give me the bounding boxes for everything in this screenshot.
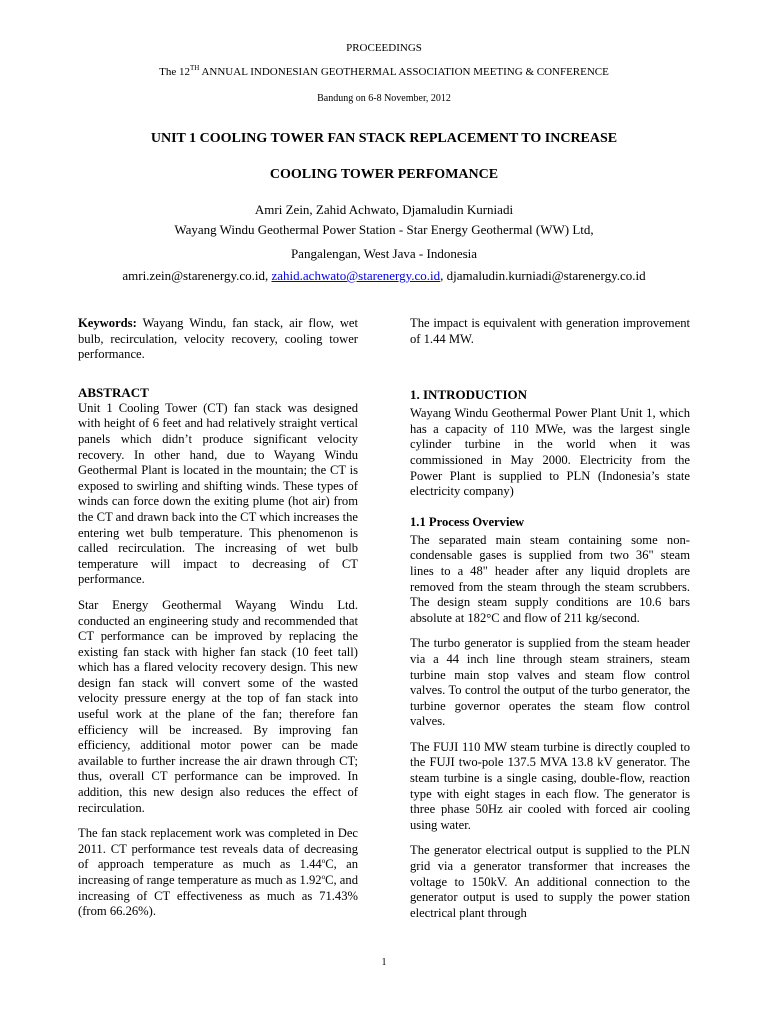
- left-column: [78, 316, 358, 930]
- conference-prefix: The 12: [159, 66, 190, 78]
- email-zahid-link[interactable]: zahid.achwato@starenergy.co.id: [271, 268, 441, 283]
- process-overview-heading: 1.1 Process Overview: [410, 514, 525, 529]
- keywords-text: Wayang Windu, fan stack, air flow, wet bulb, recirculation, velocity recovery, cooling tower performance.: [78, 316, 358, 362]
- keywords-paragraph: [78, 316, 358, 363]
- conference-superscript: TH: [189, 64, 200, 72]
- conference-rest: ANNUAL INDONESIAN GEOTHERMAL ASSOCIATION MEETING & CONFERENCE: [199, 66, 609, 78]
- conference-name: [0, 66, 768, 78]
- author-affiliation: Wayang Windu Geothermal Power Station - Star Energy Geothermal (WW) Ltd,: [174, 222, 594, 237]
- paper-title-line-2: COOLING TOWER PERFOMANCE: [269, 167, 499, 182]
- process-paragraph-4: The generator electrical output is supplied to the PLN grid via a generator transformer that increases the voltage to 150kV. An additional connection to the generator output is used to supply the power station electrical plant through: [410, 843, 690, 920]
- email-djamaludin: , djamaludin.kurniadi@starenergy.co.id: [440, 268, 646, 283]
- process-paragraph-1: The separated main steam containing some non-condensable gases is supplied from two 36" steam lines to a 48" header after any liquid droplets are removed from the steam through the steam scrubbers. The design steam supply conditions are 10.6 bars absolute at 182°C and flow of 211 kg/second.: [410, 532, 690, 625]
- email-amri: amri.zein@starenergy.co.id,: [122, 268, 272, 283]
- process-paragraph-2: The turbo generator is supplied from the steam header via a 44 inch line through steam strainers, steam turbine main stop valves and steam flow control valves. To control the output of the turbo generator, the turbine governor operates the steam flow control valves.: [410, 636, 690, 729]
- keywords-label: Keywords:: [78, 316, 137, 330]
- abstract-heading: ABSTRACT: [78, 384, 149, 400]
- page-number: 1: [381, 957, 387, 968]
- abstract-paragraph-3: The fan stack replacement work was completed in Dec 2011. CT performance test reveals data of decreasing of approach temperature as much as 1.44$^o$C, an increasing of range temperature as much as 1.92$^o$C, and increasing of CT effectiveness as much as 71.43% (from 66.26%).: [78, 826, 358, 919]
- introduction-paragraph-1: Wayang Windu Geothermal Power Plant Unit 1, which has a capacity of 110 MWe, was the largest single cylinder turbine in the world when it was commissioned in May 2000. Electricity from the Power Plant is supplied to PLN (Indonesia’s state electricity company): [410, 406, 690, 499]
- abstract-paragraph-1: Unit 1 Cooling Tower (CT) fan stack was designed with height of 6 feet and had relatively straight vertical panels which didn’t produce significant velocity recovery. In other hand, due to Wayang Windu Geothermal Plant is located in the mountain; the CT is exposed to swirling and shifting winds. These types of winds can force down the exiting plume (hot air) from the CT and drawn back into the CT which increases the entering wet bulb temperature. This phenomenon is called recirculation. The increasing of wet bulb temperature will impact to decreasing of CT performance.: [78, 400, 358, 587]
- author-names: Amri Zein, Zahid Achwato, Djamaludin Kurniadi: [254, 202, 514, 217]
- author-address: Pangalengan, West Java - Indonesia: [290, 246, 478, 261]
- right-column: [410, 316, 690, 921]
- location-date: Bandung on 6-8 November, 2012: [317, 93, 451, 104]
- proceedings-label: PROCEEDINGS: [346, 42, 422, 54]
- paper-title-line-1: UNIT 1 COOLING TOWER FAN STACK REPLACEMENT TO INCREASE: [150, 131, 618, 146]
- abstract-paragraph-4: The impact is equivalent with generation improvement of 1.44 MW.: [410, 316, 690, 346]
- abstract-paragraph-2: Star Energy Geothermal Wayang Windu Ltd. conducted an engineering study and recommended that CT performance can be improved by replacing the existing fan stack with higher fan stack (10 feet tall) which has a flared velocity recovery design. This new design fan stack will convert some of the wasted velocity pressure energy at the top of fan stack into useful work at the plane of the fan; therefore fan efficiency will be increased. By improving fan efficiency, additional motor power can be made available to further increase the air drawn through CT; thus, overall CT performance can be improved. In addition, this new design also reduces the effect of recirculation.: [78, 597, 358, 815]
- process-paragraph-3: The FUJI 110 MW steam turbine is directly coupled to the FUJI two-pole 137.5 MVA 13.8 kV generator. The steam turbine is a single casing, double-flow, reaction type with eight stages in each flow. The generator is three phase 50Hz air cooled with forced air cooling using water.: [410, 739, 690, 832]
- author-emails: [0, 268, 768, 284]
- introduction-heading: 1. INTRODUCTION: [410, 387, 528, 403]
